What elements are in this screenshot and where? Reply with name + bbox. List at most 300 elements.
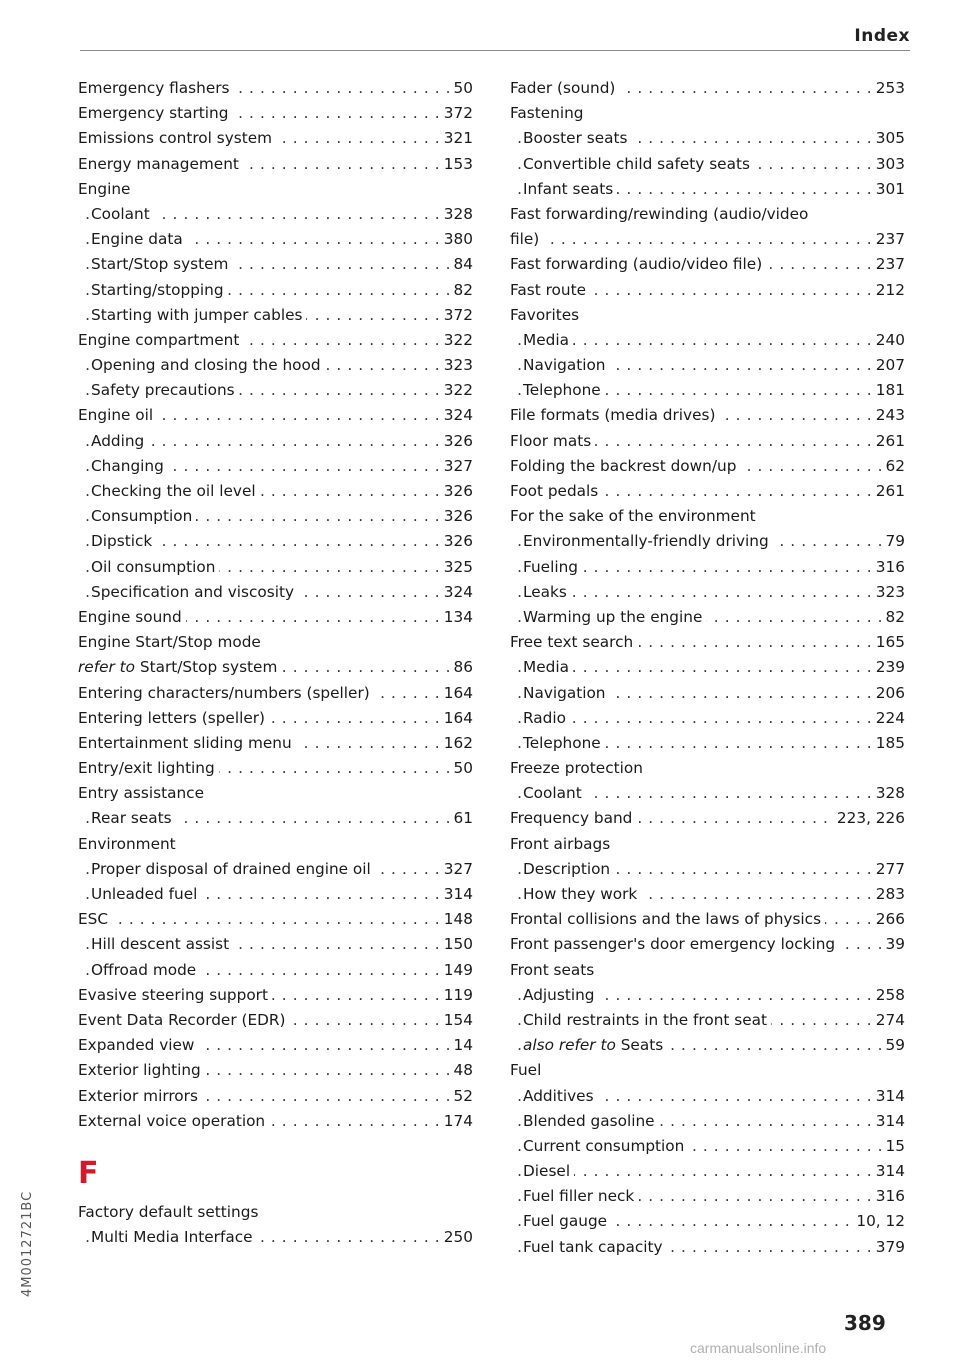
index-entry (510, 303, 905, 328)
entry-page-number: 148 (439, 907, 473, 932)
entry-label: Description (523, 859, 611, 878)
index-subentry (510, 655, 905, 680)
index-entry (510, 504, 905, 529)
entry-text (78, 709, 269, 727)
index-entry (78, 1200, 473, 1225)
entry-page-number: 324 (439, 580, 473, 605)
entry-text (523, 180, 617, 198)
entry-label: Fast forwarding (audio/video file) (510, 255, 763, 274)
entry-page-number: 134 (439, 605, 473, 630)
page-number: 389 (844, 1311, 886, 1335)
index-subentry (510, 152, 905, 177)
entry-text (78, 986, 272, 1004)
entry-page-number: 324 (439, 403, 473, 428)
entry-text (510, 482, 602, 500)
entry-text (91, 961, 200, 979)
index-entry (78, 907, 473, 932)
entry-label: Free text search (510, 633, 634, 652)
side-document-code: 4M0012721BC (20, 1190, 35, 1297)
entry-page-number: 322 (439, 378, 473, 403)
entry-page-number: 327 (439, 454, 473, 479)
index-entry (78, 706, 473, 731)
index-subentry (510, 1184, 905, 1209)
entry-text (78, 1087, 202, 1105)
index-entry (510, 227, 905, 252)
entry-text (510, 306, 583, 324)
watermark-text: carmanualsonline.info (690, 1340, 827, 1356)
index-entry (510, 630, 905, 655)
index-entry (510, 429, 905, 454)
entry-page-number: 185 (871, 731, 905, 756)
index-subentry (78, 278, 473, 303)
entry-page-number: 321 (439, 126, 473, 151)
entry-label: Entering letters (speller) (78, 708, 265, 727)
entry-page-number: 379 (871, 1235, 905, 1260)
index-subentry (510, 731, 905, 756)
entry-label: Engine (78, 179, 131, 198)
entry-label: Front airbags (510, 834, 611, 853)
index-subentry (510, 781, 905, 806)
entry-page-number: 328 (439, 202, 473, 227)
index-entry (78, 1008, 473, 1033)
entry-label: file) (510, 230, 540, 249)
index-entry (78, 832, 473, 857)
entry-page-number: 372 (439, 101, 473, 126)
entry-text (91, 457, 168, 475)
entry-text (91, 356, 325, 374)
index-subentry (78, 227, 473, 252)
entry-text (523, 1137, 688, 1155)
entry-text (78, 684, 374, 702)
entry-page-number: 10, 12 (851, 1209, 905, 1234)
index-subentry (78, 529, 473, 554)
entry-text (523, 986, 598, 1004)
entry-page-number: 322 (439, 328, 473, 353)
entry-text (523, 734, 605, 752)
index-subentry (510, 1084, 905, 1109)
entry-text (78, 129, 276, 147)
index-subentry (78, 454, 473, 479)
entry-label: Exterior mirrors (78, 1086, 198, 1105)
entry-page-number: 314 (871, 1109, 905, 1134)
entry-label: Opening and closing the hood (91, 356, 321, 375)
entry-page-number: 181 (871, 378, 905, 403)
entry-text (523, 658, 573, 676)
index-entry (78, 328, 473, 353)
entry-label: Emissions control system (78, 129, 273, 148)
index-entry (510, 403, 905, 428)
index-entry (510, 278, 905, 303)
entry-label: Safety precautions (91, 381, 235, 400)
entry-page-number: 316 (871, 555, 905, 580)
entry-text (91, 255, 232, 273)
entry-page-number: 372 (439, 303, 473, 328)
entry-page-number: 277 (871, 857, 905, 882)
index-entry (78, 403, 473, 428)
entry-page-number: 206 (871, 681, 905, 706)
index-subentry (510, 1134, 905, 1159)
entry-text (91, 281, 228, 299)
entry-page-number: 243 (871, 403, 905, 428)
index-entry (78, 1058, 473, 1083)
entry-label: Engine data (91, 230, 183, 249)
entry-label: Starting with jumper cables (91, 305, 303, 324)
index-subentry (510, 1235, 905, 1260)
index-entry (78, 983, 473, 1008)
entry-label: Current consumption (523, 1136, 685, 1155)
entry-label: Fast route (510, 280, 587, 299)
index-entry (510, 832, 905, 857)
entry-label: Environmentally-friendly driving (523, 532, 769, 551)
index-entry (78, 1033, 473, 1058)
entry-label: Front passenger's door emergency locking (510, 935, 836, 954)
entry-text (510, 935, 839, 953)
entry-text (523, 784, 586, 802)
entry-page-number: 314 (871, 1084, 905, 1109)
index-entry (78, 605, 473, 630)
entry-text (523, 356, 610, 374)
index-column-right (510, 76, 905, 1260)
index-entry (78, 655, 473, 680)
entry-label: Convertible child safety seats (523, 154, 750, 173)
entry-label: Fastening (510, 104, 584, 123)
entry-page-number: 323 (439, 353, 473, 378)
entry-text (78, 608, 186, 626)
page-header-title: Index (854, 26, 910, 46)
entry-label: Emergency flashers (78, 79, 230, 97)
index-entry (510, 101, 905, 126)
entry-page-number: 326 (439, 429, 473, 454)
entry-page-number: 61 (449, 806, 473, 831)
index-subentry (510, 353, 905, 378)
entry-label: Emergency starting (78, 104, 229, 123)
entry-text (91, 432, 148, 450)
entry-label: Engine Start/Stop mode (78, 633, 261, 652)
index-subentry (78, 857, 473, 882)
entry-label: Media (523, 658, 569, 677)
entry-label: Additives (523, 1086, 594, 1105)
entry-page-number: 153 (439, 152, 473, 177)
entry-page-number: 325 (439, 555, 473, 580)
index-subentry (510, 580, 905, 605)
entry-label: Telephone (523, 381, 601, 400)
entry-page-number: 62 (881, 454, 905, 479)
index-entry (510, 932, 905, 957)
entry-page-number: 314 (439, 882, 473, 907)
entry-label: Foot pedals (510, 482, 599, 500)
index-entry (78, 126, 473, 151)
entry-label: Checking the oil level (91, 482, 256, 500)
entry-text (91, 507, 196, 525)
entry-text (523, 1011, 771, 1029)
index-subentry (510, 126, 905, 151)
entry-text (523, 684, 610, 702)
entry-text (510, 432, 595, 450)
entry-text (510, 79, 619, 97)
entry-page-number: 224 (871, 706, 905, 731)
entry-reference-prefix: refer to (78, 658, 136, 677)
index-subentry (78, 252, 473, 277)
entry-page-number: 207 (871, 353, 905, 378)
entry-text (523, 381, 605, 399)
index-entry (510, 756, 905, 781)
entry-page-number: 79 (881, 529, 905, 554)
entry-text (91, 935, 233, 953)
entry-label: Consumption (91, 507, 193, 526)
index-entry (78, 756, 473, 781)
entry-label: Exterior lighting (78, 1061, 201, 1080)
entry-text (78, 1011, 290, 1029)
entry-label: Evasive steering support (78, 985, 268, 1004)
entry-label: Entertainment sliding menu (78, 733, 292, 752)
index-entry (510, 958, 905, 983)
entry-page-number: 174 (439, 1109, 473, 1134)
entry-text (91, 230, 187, 248)
entry-label: External voice operation (78, 1111, 266, 1130)
entry-text (510, 406, 719, 424)
entry-label: Starting/stopping (91, 280, 224, 299)
entry-page-number: 84 (449, 252, 473, 277)
entry-label: Multi Media Interface (91, 1228, 253, 1247)
entry-label: Fueling (523, 557, 578, 576)
index-subentry (510, 555, 905, 580)
entry-text (91, 558, 219, 576)
index-column-left (78, 76, 473, 1250)
entry-page-number: 162 (439, 731, 473, 756)
entry-text (78, 1203, 262, 1221)
entry-text (510, 809, 636, 827)
index-subentry (510, 857, 905, 882)
index-entry (510, 907, 905, 932)
entry-text (510, 230, 543, 248)
index-subentry (510, 328, 905, 353)
entry-label: Telephone (523, 733, 601, 752)
entry-label: Engine oil (78, 406, 154, 425)
entry-label: Front seats (510, 960, 595, 979)
entry-text (78, 1061, 205, 1079)
entry-text (78, 835, 180, 853)
entry-label: Entry/exit lighting (78, 759, 215, 778)
index-subentry (78, 882, 473, 907)
entry-label: Floor mats (510, 431, 592, 450)
entry-page-number: 253 (871, 76, 905, 101)
entry-page-number: 283 (871, 882, 905, 907)
entry-label: Start/Stop system (139, 658, 278, 677)
entry-label: Adjusting (523, 985, 595, 1004)
entry-label: Seats (620, 1036, 664, 1055)
entry-text (78, 910, 112, 928)
entry-text (523, 1112, 659, 1130)
entry-text (523, 1238, 667, 1256)
index-subentry (510, 1109, 905, 1134)
entry-text (523, 331, 573, 349)
entry-label: How they work (523, 885, 638, 903)
index-subentry (510, 1209, 905, 1234)
index-entry (510, 252, 905, 277)
index-subentry (510, 1033, 905, 1058)
index-subentry (510, 983, 905, 1008)
header-rule (80, 50, 910, 51)
entry-text (91, 583, 298, 601)
entry-text (91, 381, 239, 399)
entry-label: Fader (sound) (510, 79, 616, 97)
index-entry (78, 177, 473, 202)
index-entry (510, 76, 905, 101)
entry-page-number: 261 (871, 479, 905, 504)
entry-label: Warming up the engine (523, 607, 703, 626)
entry-text (523, 583, 571, 601)
entry-label: Offroad mode (91, 960, 197, 979)
entry-page-number: 274 (871, 1008, 905, 1033)
entry-label: Hill descent assist (91, 935, 230, 954)
entry-label: Expanded view (78, 1036, 195, 1055)
entry-text (523, 155, 754, 173)
index-subentry (510, 706, 905, 731)
entry-label: Fuel filler neck (523, 1187, 635, 1206)
index-subentry (78, 958, 473, 983)
index-subentry (78, 202, 473, 227)
entry-text (91, 885, 201, 903)
entry-text (510, 281, 590, 299)
entry-text (523, 885, 641, 903)
entry-text (78, 104, 232, 122)
entry-text (523, 558, 582, 576)
entry-label: Radio (523, 708, 566, 727)
entry-page-number: 119 (439, 983, 473, 1008)
entry-label: ESC (78, 910, 109, 929)
entry-text (510, 104, 588, 122)
entry-text (523, 1187, 638, 1205)
index-entry (510, 202, 905, 227)
entry-label: Media (523, 330, 569, 349)
entry-text (523, 1036, 667, 1054)
entry-label: Fuel (510, 1061, 542, 1080)
entry-label: Coolant (523, 784, 582, 803)
entry-text (91, 482, 260, 500)
entry-text (78, 1036, 198, 1054)
entry-text (523, 1212, 611, 1230)
entry-label: Adding (91, 431, 145, 450)
entry-page-number: 50 (449, 756, 473, 781)
entry-text (78, 759, 219, 777)
entry-page-number: 326 (439, 504, 473, 529)
entry-page-number: 266 (871, 907, 905, 932)
entry-label: Entering characters/numbers (speller) (78, 683, 370, 702)
entry-page-number: 154 (439, 1008, 473, 1033)
index-entry (78, 681, 473, 706)
index-subentry (78, 1225, 473, 1250)
index-subentry (510, 1159, 905, 1184)
entry-page-number: 82 (449, 278, 473, 303)
index-entry (78, 152, 473, 177)
entry-label: Proper disposal of drained engine oil (91, 859, 371, 878)
entry-text (78, 784, 208, 802)
entry-label: Engine compartment (78, 330, 240, 349)
index-subentry (78, 353, 473, 378)
entry-label: Diesel (523, 1162, 571, 1181)
entry-text (523, 1162, 574, 1180)
entry-label: Fast forwarding/rewinding (audio/video (510, 204, 809, 223)
index-entry (510, 1058, 905, 1083)
index-entry (510, 454, 905, 479)
index-entry (78, 101, 473, 126)
entry-label: For the sake of the environment (510, 507, 756, 526)
entry-label: Frontal collisions and the laws of physics (510, 910, 822, 929)
entry-label: Energy management (78, 154, 239, 173)
entry-text (510, 835, 614, 853)
entry-text (78, 79, 233, 97)
index-subentry (510, 378, 905, 403)
index-subentry (78, 504, 473, 529)
entry-text (523, 532, 773, 550)
entry-text (510, 255, 766, 273)
entry-text (91, 306, 306, 324)
entry-page-number: 86 (449, 655, 473, 680)
entry-label: Freeze protection (510, 759, 643, 778)
entry-page-number: 164 (439, 681, 473, 706)
entry-text (91, 860, 375, 878)
entry-page-number: 223, 226 (832, 806, 905, 831)
entry-text (510, 910, 825, 928)
index-entry (78, 76, 473, 101)
entry-label: Navigation (523, 683, 606, 702)
entry-page-number: 14 (449, 1033, 473, 1058)
entry-text (523, 860, 614, 878)
entry-text (510, 457, 740, 475)
entry-page-number: 258 (871, 983, 905, 1008)
entry-page-number: 150 (439, 932, 473, 957)
entry-text (523, 129, 631, 147)
index-entry (510, 479, 905, 504)
entry-text (78, 180, 134, 198)
entry-page-number: 164 (439, 706, 473, 731)
entry-page-number: 301 (871, 177, 905, 202)
entry-text (78, 331, 243, 349)
index-subentry (510, 1008, 905, 1033)
entry-label: Leaks (523, 582, 567, 601)
entry-page-number: 305 (871, 126, 905, 151)
index-subentry (78, 378, 473, 403)
entry-label: Changing (91, 456, 164, 475)
entry-label: Coolant (91, 204, 150, 223)
entry-text (91, 809, 176, 827)
entry-page-number: 82 (881, 605, 905, 630)
entry-text (91, 532, 156, 550)
index-subentry (78, 479, 473, 504)
entry-label: Event Data Recorder (EDR) (78, 1010, 286, 1029)
entry-page-number: 237 (871, 227, 905, 252)
entry-label: Booster seats (523, 129, 628, 148)
entry-label: Navigation (523, 356, 606, 375)
entry-label: Environment (78, 834, 176, 853)
entry-label: Start/Stop system (91, 255, 229, 274)
entry-text (78, 633, 265, 651)
entry-text (523, 1087, 598, 1105)
index-entry (78, 630, 473, 655)
entry-page-number: 326 (439, 479, 473, 504)
index-entry (78, 1109, 473, 1134)
index-subentry (78, 429, 473, 454)
entry-page-number: 239 (871, 655, 905, 680)
entry-page-number: 316 (871, 1184, 905, 1209)
entry-text (510, 1061, 545, 1079)
entry-text (510, 961, 598, 979)
entry-label: Blended gasoline (523, 1111, 655, 1130)
entry-page-number: 240 (871, 328, 905, 353)
entry-text (510, 759, 647, 777)
entry-text (523, 709, 570, 727)
index-entry (78, 731, 473, 756)
